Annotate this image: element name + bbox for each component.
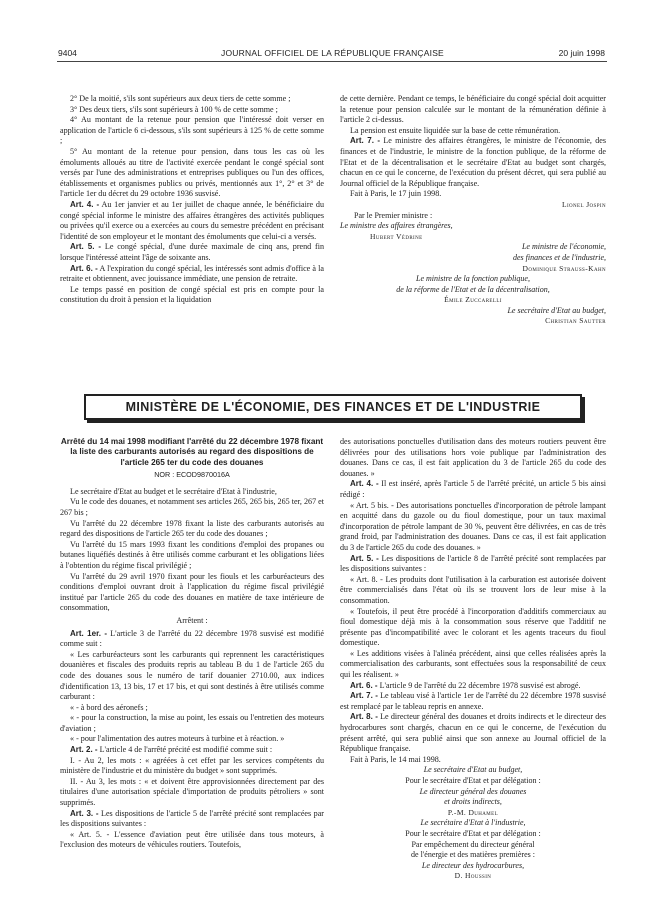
quoted-text: « Art. 8. - Les produits dont l'utilisation à la carburation est autorisée doivent être commercialisés dans l'état où ils se trouvent lors de leur mise à la consommation.	[340, 574, 606, 605]
paragraph: II. - Au 3, les mots : « et doivent être approvisionnées directement par des titulaires d'une autorisation spéciale d'importation de produits pétroliers » sont supprimés.	[60, 776, 324, 808]
article-8	[340, 712, 606, 754]
article-6	[60, 264, 324, 285]
done-at: Fait à Paris, le 14 mai 1998.	[350, 754, 441, 764]
article-text: L'article 3 de l'arrêté du 22 décembre 1978 susvisé est modifié comme suit :	[60, 628, 324, 649]
signature-title: des finances et de l'industrie,	[512, 252, 606, 262]
article-7	[340, 691, 606, 712]
signatures	[340, 765, 606, 882]
paragraph: 4° Au montant de la retenue pour pension que l'intéressé doit verser en application de l'article 6 ci-dessous, s'ils sont supérieurs à 125 % de cette somme ;	[60, 115, 324, 146]
decree-continuation-right	[340, 94, 606, 327]
list-item: « - à bord des aéronefs ;	[70, 702, 148, 712]
signature-line: Le directeur des hydrocarbures,	[421, 860, 525, 870]
list-item: « - pour la construction, la mise au point, les essais ou l'entretien des moteurs d'aviation ;	[60, 713, 324, 733]
signature-title: Le ministre de la fonction publique,	[416, 274, 530, 284]
article-text: Les dispositions de l'article 5 de l'arrêté précité sont remplacées par les dispositions suivantes :	[60, 808, 324, 829]
ministry-banner: MINISTÈRE DE L'ÉCONOMIE, DES FINANCES ET DE L'INDUSTRIE	[84, 394, 582, 420]
visa: Vu l'arrêté du 22 décembre 1978 fixant la liste des carburants autorisés au regard des dispositions de l'article 265 ter du code des douanes ;	[60, 518, 324, 539]
decree-continuation-left	[60, 94, 324, 306]
article-text: Le tableau visé à l'article 1er de l'arrêté du 22 décembre 1978 susvisé est remplacé par le tableau repris en annexe.	[340, 691, 606, 711]
quoted-text: « Art. 5. - L'essence d'aviation peut être utilisée dans tous moteurs, à l'exclusion des moteurs de véhicules routiers. Toutefois,	[60, 829, 324, 850]
signature-name: D. Houssin	[454, 871, 492, 881]
quoted-text: « Les carburéacteurs sont les carburants qui reprennent les caractéristiques douanières et fiscales des produits repris au tableau B du 1 de l'article 265 du code des douanes sous le numéro de tarif douanier 2710.00, aux indices d'identification 13, 13 bis, 17 et 17 bis, et qui sont destinés à être utilisés comme carburant :	[60, 649, 324, 702]
article-text: L'article 4 de l'arrêté précité est modifié comme suit :	[99, 745, 273, 755]
article-text: Le congé spécial, d'une durée maximale de cinq ans, prend fin lorsque l'intéressé atteint l'âge de soixante ans.	[60, 242, 324, 262]
header-rule	[57, 61, 607, 62]
article-text: Il est inséré, après l'article 5 de l'arrêté précité, un article 5 bis ainsi rédigé :	[340, 479, 606, 499]
signature-line: Par le Premier ministre :	[354, 210, 433, 220]
nor-reference: NOR : ECOD9870016A	[154, 470, 230, 480]
signature-name: Lionel Jospin	[561, 199, 606, 209]
paragraph: Le secrétaire d'Etat au budget et le secrétaire d'Etat à l'industrie,	[70, 486, 277, 496]
signature-name: Christian Sautter	[545, 316, 606, 326]
article-text: A l'expiration du congé spécial, les intéressés sont admis d'office à la retraite et obtiennent, avec jouissance immédiate, une pension de retraite.	[60, 263, 325, 284]
article-5	[60, 242, 324, 263]
signature-line: Pour le secrétaire d'Etat et par délégation :	[405, 776, 541, 785]
paragraph: 5° Au montant de la retenue pour pension, dans tous les cas où les émoluments alloués au titre de l'activité exercée pendant le congé spécial sont versés par l'une des administrations et entreprises publiques ou l'un des offices, établissements et organismes publics ou privés, mentionnés aux 1°, 2° et 3° de l'article 1er du décret du 29 octobre 1936 susvisé.	[60, 146, 324, 199]
article-2	[60, 745, 324, 756]
quoted-text: « Les additions visées à l'alinéa précédent, ainsi que celles réalisées après la commercialisation des carburants, sont effectuées sous la responsabilité de ceux qui les réalisent. »	[340, 648, 606, 680]
page-number: 9404	[58, 48, 77, 58]
article-label: Art. 2. -	[70, 745, 98, 755]
signature-title: de la réforme de l'Etat et de la décentralisation,	[396, 284, 550, 294]
article-label: Art. 6. -	[70, 263, 98, 273]
signature-line: de l'énergie et des matières premières :	[411, 850, 535, 860]
signature-name: Émile Zuccarelli	[444, 295, 502, 305]
quoted-text: « Art. 5 bis. - Des autorisations ponctuelles d'incorporation de pétrole lampant en acquitté dans du gazole ou du fioul domestique, pour un taux maximal d'incorporation de pétrole lampant de 30 %, peuvent être délivrées, en cas de très grand froid, par l'administration des douanes. Dans ce cas, il est fait application du 3 de l'article 265 du code des douanes. »	[340, 500, 606, 552]
visa: Vu l'arrêté du 29 avril 1970 fixant pour les fiouls et les carburéacteurs des conditions d'emploi ouvrant droit à l'application du régime fiscal privilégié institué par l'article 265 du code des douanes en matière de taxe intérieure de consommation,	[60, 571, 324, 613]
article-label: Art. 4. -	[350, 479, 379, 489]
signature-title: Le ministre des affaires étrangères,	[340, 221, 453, 231]
quoted-text: « Toutefois, il peut être procédé à l'incorporation d'additifs commerciaux au fioul domestique déjà mis à la consommation sous réserve que l'additif ne présente pas d'incompatibilité avec le colorant et les agents traceurs du fioul domestique.	[340, 606, 606, 648]
article-text: Au 1er janvier et au 1er juillet de chaque année, le bénéficiaire du congé spécial informe le ministre des affaires étrangères des activités publiques ou privées qu'il exerce ou a exercées au cours du semestre précédent en précisant l'identité de son employeur et le montant des émoluments que celui-ci a versés.	[60, 199, 324, 241]
arrete-title: Arrêté du 14 mai 1998 modifiant l'arrêté du 22 décembre 1978 fixant la liste des carburants autorisés au regard des dispositions de l'article 265 ter du code des douanes	[60, 437, 324, 467]
article-label: Art. 7. -	[350, 136, 381, 146]
signature-name: P.-M. Duhamel	[447, 807, 499, 817]
article-text: Le directeur général des douanes et droits indirects et le directeur des hydrocarbures sont chargés, chacun en ce qui le concerne, de l'exécution du présent arrêté, qui sera publié ainsi que son annexe au Journal officiel de la République française.	[340, 712, 607, 754]
article-text: L'article 9 de l'arrêté du 22 décembre 1978 susvisé est abrogé.	[379, 680, 581, 690]
signature-title: Le secrétaire d'Etat au budget,	[507, 305, 606, 315]
list-item: « - pour l'alimentation des autres moteurs à turbine et à réaction. »	[70, 734, 285, 744]
paragraph: I. - Au 2, les mots : « agréées à cet effet par les services compétents du ministère de l'industrie et du ministère du budget » sont supprimés.	[60, 755, 324, 776]
article-label: Art. 1er. -	[70, 628, 108, 638]
article-label: Art. 5. -	[350, 553, 379, 563]
paragraph: de cette dernière. Pendant ce temps, le bénéficiaire du congé spécial doit acquitter la retenue pour pension calculée sur le montant de la rémunération définie à l'article 2 ci-dessus.	[340, 94, 606, 125]
journal-title: JOURNAL OFFICIEL DE LA RÉPUBLIQUE FRANÇAISE	[221, 48, 444, 58]
article-text: Le ministre des affaires étrangères, le ministre de l'économie, des finances et de l'industrie, le ministre de la fonction publique, de la réforme de l'Etat et de la décentralisation et le secrétaire d'Etat au budget sont chargés, chacun en ce qui le concerne, de l'exécution du présent décret, qui sera publié au Journal officiel de la République française.	[340, 136, 606, 188]
signature-line: Le directeur général des douanes	[419, 786, 527, 796]
signature-title: Le ministre de l'économie,	[521, 242, 606, 252]
paragraph: des autorisations ponctuelles d'utilisation dans des moteurs routiers peuvent être délivrées pour des utilisations hors voie publique par l'administration des douanes. Dans ce cas, il est fait application du 3 de l'article 265 du code des douanes. »	[340, 437, 606, 478]
signature-title: Le secrétaire d'Etat à l'industrie,	[420, 818, 526, 828]
article-label: Art. 3. -	[70, 808, 99, 818]
article-label: Art. 7. -	[350, 691, 378, 701]
article-text: Les dispositions de l'article 8 de l'arrêté précité sont remplacées par les dispositions suivantes :	[340, 553, 606, 574]
issue-date: 20 juin 1998	[558, 48, 605, 58]
arretent: Arrêtent :	[176, 615, 208, 625]
article-5	[340, 554, 606, 575]
article-3	[60, 809, 324, 830]
arrete-right-column	[340, 437, 606, 882]
paragraph: 3° Des deux tiers, s'ils sont supérieurs à 100 % de cette somme ;	[70, 104, 278, 114]
article-label: Art. 8. -	[350, 712, 378, 722]
signature-line: Pour le secrétaire d'Etat et par délégation :	[405, 828, 541, 838]
article-7	[340, 136, 606, 189]
arrete-left-column	[60, 437, 324, 851]
article-4	[60, 200, 324, 242]
visa: Vu le code des douanes, et notamment ses articles 265, 265 bis, 265 ter, 267 et 267 bis ;	[60, 497, 324, 517]
paragraph: Le temps passé en position de congé spécial est pris en compte pour la constitution du droit à pension et la liquidation	[60, 284, 324, 305]
signature-name: Dominique Strauss-Kahn	[522, 263, 606, 273]
visa: Vu l'arrêté du 15 mars 1993 fixant les conditions d'emploi des propanes ou butanes liquéfiés destinés à être utilisés comme carburant et les obligations liées à l'obtention du régime fiscal privilégié ;	[60, 539, 324, 570]
signature-title: Le secrétaire d'Etat au budget,	[423, 765, 523, 775]
article-6	[340, 681, 606, 692]
article-1	[60, 629, 324, 650]
signature-name: Hubert Védrine	[370, 231, 423, 241]
article-label: Art. 4. -	[70, 199, 100, 209]
paragraph: La pension est ensuite liquidée sur la base de cette rémunération.	[350, 125, 561, 135]
article-label: Art. 6. -	[350, 680, 378, 690]
paragraph: 2° De la moitié, s'ils sont supérieurs aux deux tiers de cette somme ;	[70, 94, 291, 103]
article-4	[340, 479, 606, 500]
signature-line: et droits indirects,	[444, 797, 502, 807]
done-at: Fait à Paris, le 17 juin 1998.	[350, 189, 442, 199]
signatures	[340, 200, 606, 327]
article-label: Art. 5. -	[70, 242, 102, 252]
signature-line: Par empêchement du directeur général	[411, 839, 535, 849]
